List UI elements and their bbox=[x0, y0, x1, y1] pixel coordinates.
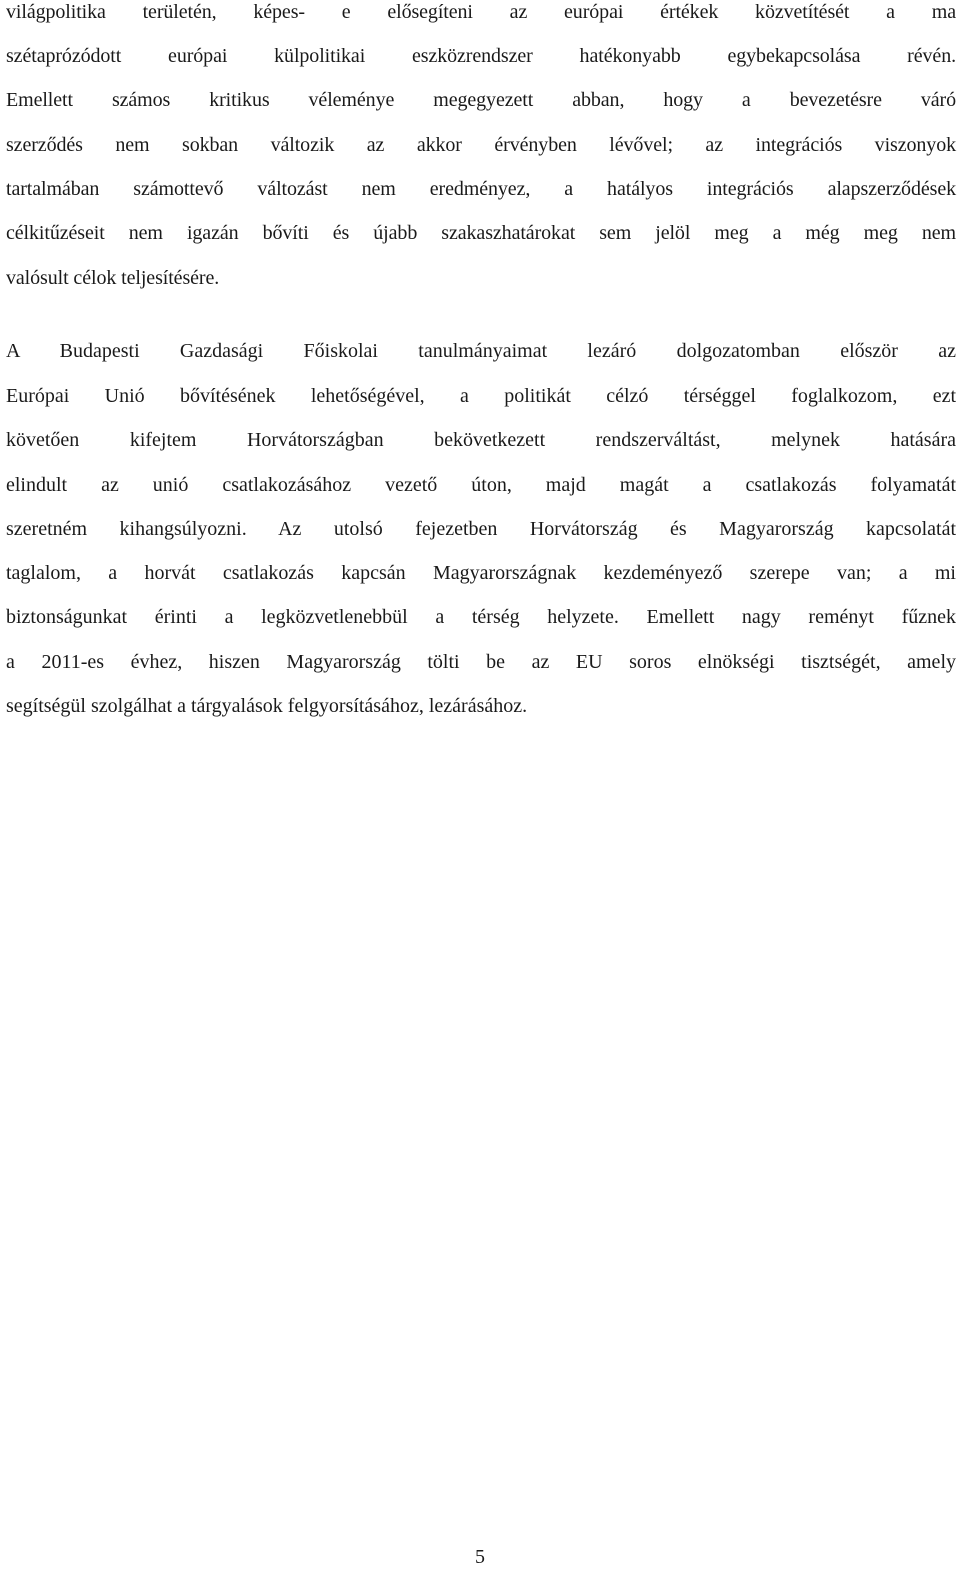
paragraph-line: valósult célok teljesítésére. bbox=[6, 267, 220, 289]
paragraph-line: szerződés nem sokban változik az akkor érvényben lévővel; az integrációs viszonyok bbox=[6, 134, 956, 156]
paragraph-line: A Budapesti Gazdasági Főiskolai tanulmányaimat lezáró dolgozatomban először az bbox=[6, 340, 956, 362]
paragraph-line: tartalmában számottevő változást nem eredményez, a hatályos integrációs alapszerződések bbox=[6, 178, 956, 200]
paragraph-line: szétaprózódott európai külpolitikai eszközrendszer hatékonyabb egybekapcsolása révén. bbox=[6, 45, 956, 67]
paragraph-line: Emellett számos kritikus véleménye megegyezett abban, hogy a bevezetésre váró bbox=[6, 89, 956, 111]
paragraph-line: a 2011-es évhez, hiszen Magyarország tölti be az EU soros elnökségi tisztségét, amely bbox=[6, 651, 956, 673]
paragraph-line: segítségül szolgálhat a tárgyalások felgyorsításához, lezárásához. bbox=[6, 695, 528, 717]
paragraph-line: célkitűzéseit nem igazán bővíti és újabb szakaszhatárokat sem jelöl meg a még meg nem bbox=[6, 222, 956, 244]
paragraph-line: taglalom, a horvát csatlakozás kapcsán Magyarországnak kezdeményező szerepe van; a mi bbox=[6, 562, 956, 584]
paragraph-line: szeretném kihangsúlyozni. Az utolsó fejezetben Horvátország és Magyarország kapcsolatát bbox=[6, 518, 956, 540]
paragraph-line: elindult az unió csatlakozásához vezető úton, majd magát a csatlakozás folyamatát bbox=[6, 474, 956, 496]
page-number: 5 bbox=[475, 1546, 485, 1568]
paragraph-line: világpolitika területén, képes- e elősegíteni az európai értékek közvetítését a ma bbox=[6, 1, 956, 23]
paragraph-line: követően kifejtem Horvátországban bekövetkezett rendszerváltást, melynek hatására bbox=[6, 429, 956, 451]
paragraph-line: biztonságunkat érinti a legközvetlenebbül a térség helyzete. Emellett nagy reményt fűznek bbox=[6, 606, 956, 628]
paragraph-line: Európai Unió bővítésének lehetőségével, a politikát célzó térséggel foglalkozom, ezt bbox=[6, 385, 956, 407]
